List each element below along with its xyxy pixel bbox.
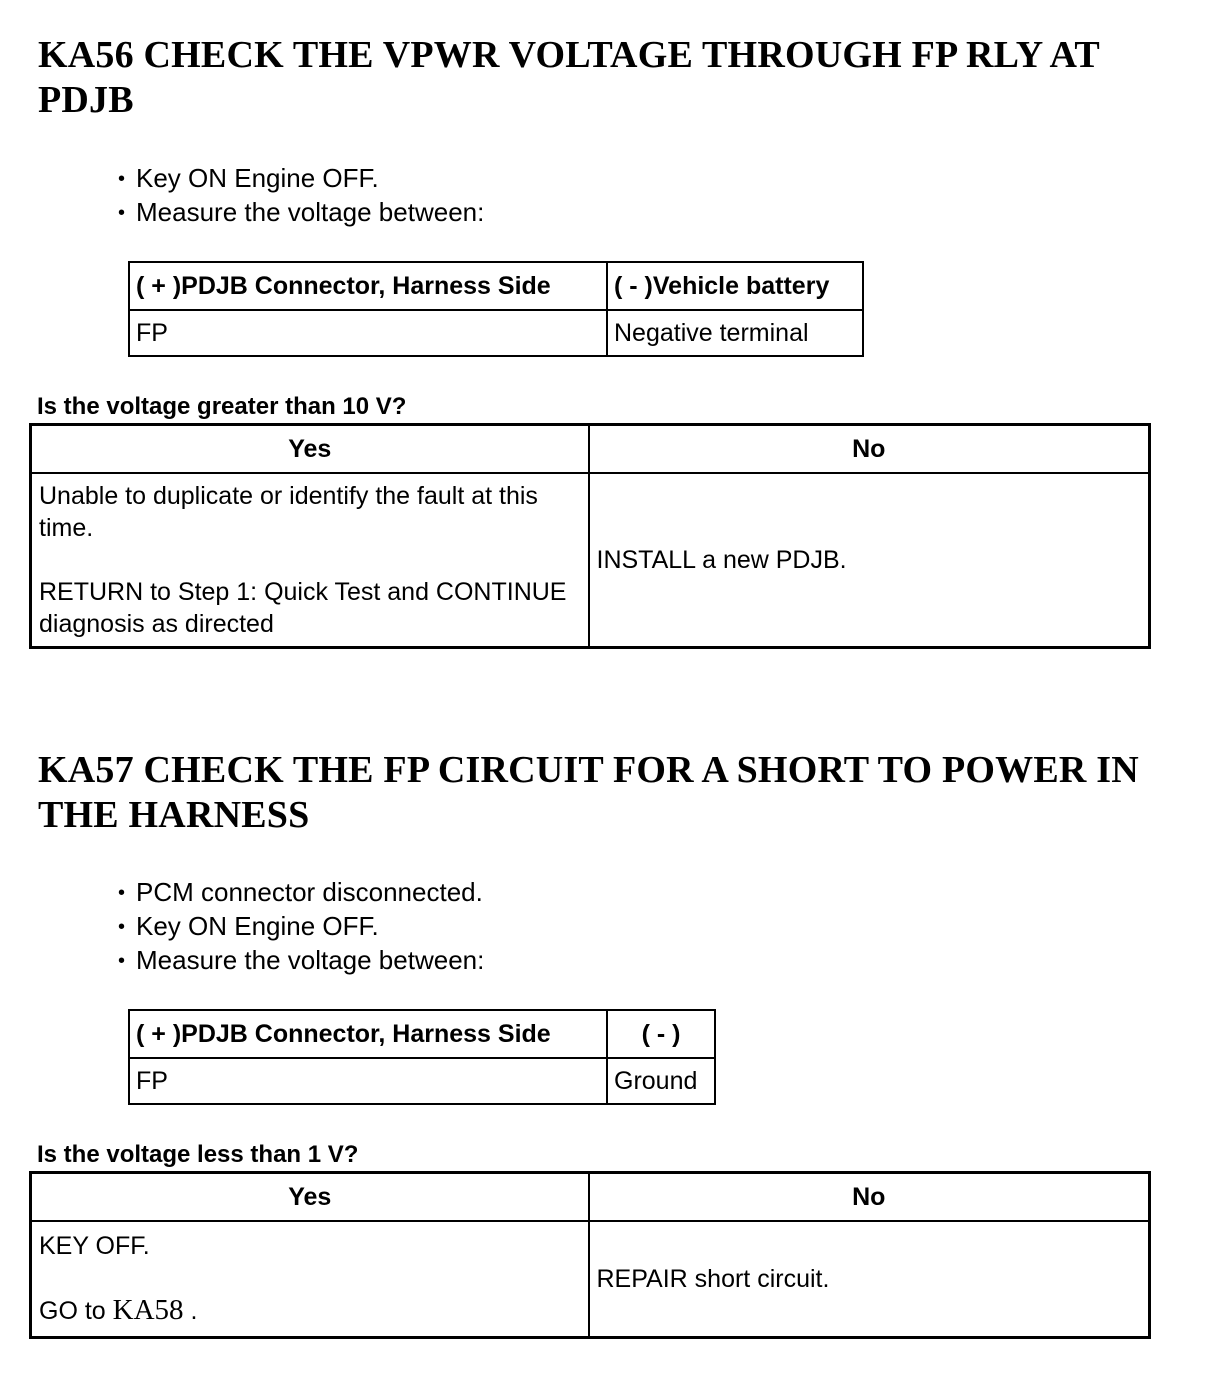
bullet-icon: • bbox=[118, 202, 126, 224]
yes-action-text: RETURN to Step 1: Quick Test and CONTINUE diagnosis as directed bbox=[39, 578, 567, 638]
question-ka57: Is the voltage less than 1 V? bbox=[37, 1141, 359, 1168]
step-list-ka56 bbox=[118, 161, 484, 229]
bullet-icon: • bbox=[118, 916, 126, 938]
step-list-ka57 bbox=[118, 875, 484, 977]
list-item: • Measure the voltage between: bbox=[118, 943, 484, 977]
column-header: ( - )Vehicle battery bbox=[607, 262, 863, 310]
bullet-icon: • bbox=[118, 882, 126, 904]
table-row bbox=[31, 1221, 1150, 1337]
bullet-icon: • bbox=[118, 950, 126, 972]
no-action-cell: REPAIR short circuit. bbox=[589, 1221, 1150, 1337]
yes-header: Yes bbox=[31, 425, 589, 474]
table-cell: FP bbox=[129, 1058, 607, 1104]
column-header: ( + )PDJB Connector, Harness Side bbox=[129, 1010, 607, 1058]
table-cell: Negative terminal bbox=[607, 310, 863, 356]
no-header: No bbox=[589, 1173, 1150, 1222]
table-cell: Ground bbox=[607, 1058, 715, 1104]
question-ka56: Is the voltage greater than 10 V? bbox=[37, 393, 407, 420]
yes-action-text: KEY OFF. bbox=[39, 1232, 150, 1261]
column-header: ( - ) bbox=[607, 1010, 715, 1058]
list-item: • PCM connector disconnected. bbox=[118, 875, 484, 909]
yes-action-text: GO to KA58 . bbox=[39, 1294, 198, 1327]
list-item: • Key ON Engine OFF. bbox=[118, 909, 484, 943]
section-title-ka56: KA56 CHECK THE VPWR VOLTAGE THROUGH FP RLY AT PDJB bbox=[38, 34, 1100, 121]
column-header: ( + )PDJB Connector, Harness Side bbox=[129, 262, 607, 310]
no-action-cell: INSTALL a new PDJB. bbox=[589, 473, 1150, 648]
measurement-table-ka57 bbox=[128, 1009, 716, 1105]
table-cell: FP bbox=[129, 310, 607, 356]
list-item: • Measure the voltage between: bbox=[118, 195, 484, 229]
table-row bbox=[129, 310, 863, 356]
result-table-ka57 bbox=[29, 1171, 1151, 1339]
table-row bbox=[129, 1010, 715, 1058]
table-row bbox=[31, 473, 1150, 648]
yes-action-cell bbox=[31, 473, 589, 648]
table-row bbox=[31, 1173, 1150, 1222]
section-title-ka57: KA57 CHECK THE FP CIRCUIT FOR A SHORT TO POWER IN THE HARNESS bbox=[38, 749, 1139, 836]
list-item: • Key ON Engine OFF. bbox=[118, 161, 484, 195]
table-row bbox=[129, 262, 863, 310]
yes-action-text: Unable to duplicate or identify the fault at this time. bbox=[39, 482, 538, 542]
yes-action-cell bbox=[31, 1221, 589, 1337]
no-header: No bbox=[589, 425, 1150, 474]
step-link-ka58[interactable]: KA58 bbox=[112, 1294, 184, 1327]
measurement-table-ka56 bbox=[128, 261, 864, 357]
result-table-ka56 bbox=[29, 423, 1151, 649]
bullet-icon: • bbox=[118, 168, 126, 190]
table-row bbox=[129, 1058, 715, 1104]
yes-header: Yes bbox=[31, 1173, 589, 1222]
table-row bbox=[31, 425, 1150, 474]
